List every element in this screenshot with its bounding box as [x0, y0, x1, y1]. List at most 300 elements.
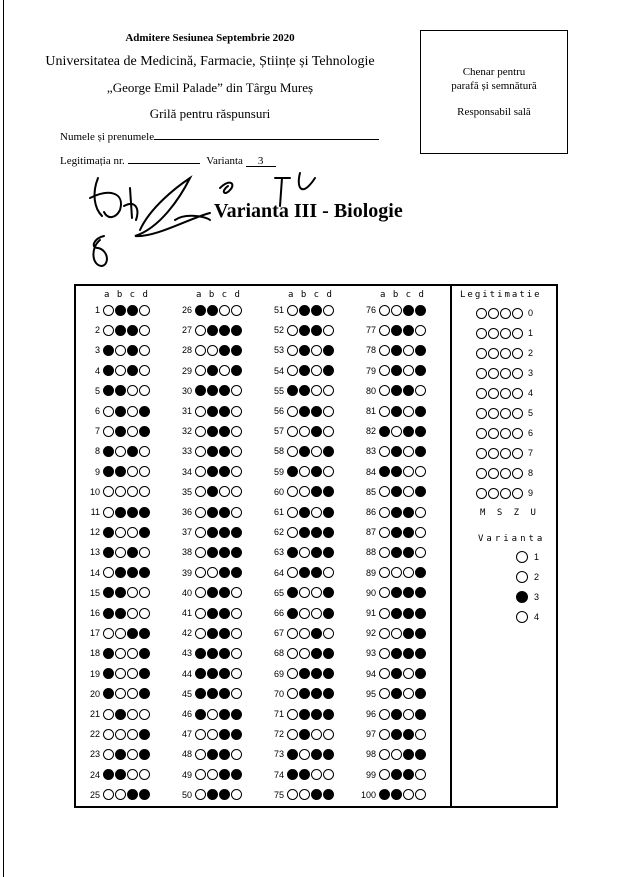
- answer-bubble-d[interactable]: [323, 628, 334, 639]
- answer-bubble-d[interactable]: [415, 426, 426, 437]
- legitimatie-bubble[interactable]: [476, 388, 487, 399]
- legitimatie-bubble[interactable]: [500, 328, 511, 339]
- answer-bubble-b[interactable]: [391, 365, 402, 376]
- legitimatie-bubble[interactable]: [488, 308, 499, 319]
- answer-bubble-c[interactable]: [311, 486, 322, 497]
- answer-bubble-d[interactable]: [139, 729, 150, 740]
- answer-bubble-a[interactable]: [287, 345, 298, 356]
- answer-bubble-a[interactable]: [379, 567, 390, 578]
- answer-bubble-c[interactable]: [127, 385, 138, 396]
- answer-bubble-a[interactable]: [379, 729, 390, 740]
- answer-bubble-b[interactable]: [115, 749, 126, 760]
- answer-bubble-b[interactable]: [299, 406, 310, 417]
- answer-bubble-b[interactable]: [115, 305, 126, 316]
- answer-bubble-c[interactable]: [311, 608, 322, 619]
- answer-bubble-a[interactable]: [379, 426, 390, 437]
- answer-bubble-d[interactable]: [139, 527, 150, 538]
- answer-bubble-a[interactable]: [287, 668, 298, 679]
- legitimatie-bubble[interactable]: [512, 348, 523, 359]
- answer-bubble-c[interactable]: [219, 345, 230, 356]
- answer-bubble-b[interactable]: [299, 729, 310, 740]
- answer-bubble-d[interactable]: [323, 365, 334, 376]
- answer-bubble-c[interactable]: [127, 628, 138, 639]
- answer-bubble-c[interactable]: [311, 729, 322, 740]
- answer-bubble-a[interactable]: [195, 446, 206, 457]
- answer-bubble-d[interactable]: [231, 406, 242, 417]
- answer-bubble-b[interactable]: [391, 345, 402, 356]
- answer-bubble-a[interactable]: [103, 668, 114, 679]
- answer-bubble-b[interactable]: [391, 749, 402, 760]
- legitimatie-bubble[interactable]: [512, 448, 523, 459]
- answer-bubble-b[interactable]: [391, 466, 402, 477]
- answer-bubble-a[interactable]: [287, 628, 298, 639]
- answer-bubble-d[interactable]: [323, 688, 334, 699]
- legitimatie-bubble[interactable]: [500, 308, 511, 319]
- answer-bubble-b[interactable]: [207, 789, 218, 800]
- answer-bubble-c[interactable]: [311, 466, 322, 477]
- answer-bubble-a[interactable]: [103, 769, 114, 780]
- answer-bubble-a[interactable]: [287, 709, 298, 720]
- answer-bubble-a[interactable]: [287, 547, 298, 558]
- answer-bubble-d[interactable]: [323, 325, 334, 336]
- answer-bubble-d[interactable]: [323, 486, 334, 497]
- answer-bubble-a[interactable]: [103, 406, 114, 417]
- answer-bubble-d[interactable]: [139, 406, 150, 417]
- answer-bubble-b[interactable]: [299, 709, 310, 720]
- answer-bubble-c[interactable]: [403, 668, 414, 679]
- answer-bubble-b[interactable]: [391, 688, 402, 699]
- answer-bubble-c[interactable]: [311, 507, 322, 518]
- answer-bubble-a[interactable]: [103, 527, 114, 538]
- answer-bubble-d[interactable]: [415, 486, 426, 497]
- answer-bubble-a[interactable]: [195, 486, 206, 497]
- answer-bubble-c[interactable]: [127, 749, 138, 760]
- answer-bubble-a[interactable]: [287, 365, 298, 376]
- answer-bubble-d[interactable]: [139, 365, 150, 376]
- answer-bubble-b[interactable]: [391, 426, 402, 437]
- answer-bubble-d[interactable]: [231, 688, 242, 699]
- legitimatie-bubble[interactable]: [476, 408, 487, 419]
- answer-bubble-c[interactable]: [127, 608, 138, 619]
- answer-bubble-a[interactable]: [379, 305, 390, 316]
- answer-bubble-b[interactable]: [207, 305, 218, 316]
- answer-bubble-b[interactable]: [115, 608, 126, 619]
- answer-bubble-d[interactable]: [139, 587, 150, 598]
- answer-bubble-d[interactable]: [323, 729, 334, 740]
- answer-bubble-d[interactable]: [415, 628, 426, 639]
- answer-bubble-c[interactable]: [219, 527, 230, 538]
- answer-bubble-c[interactable]: [403, 305, 414, 316]
- answer-bubble-b[interactable]: [391, 385, 402, 396]
- answer-bubble-b[interactable]: [115, 486, 126, 497]
- answer-bubble-b[interactable]: [115, 406, 126, 417]
- answer-bubble-b[interactable]: [299, 628, 310, 639]
- answer-bubble-b[interactable]: [391, 789, 402, 800]
- answer-bubble-d[interactable]: [231, 486, 242, 497]
- legitimatie-bubble[interactable]: [500, 448, 511, 459]
- answer-bubble-a[interactable]: [195, 527, 206, 538]
- answer-bubble-d[interactable]: [323, 668, 334, 679]
- answer-bubble-b[interactable]: [207, 668, 218, 679]
- answer-bubble-b[interactable]: [299, 345, 310, 356]
- answer-bubble-c[interactable]: [311, 688, 322, 699]
- answer-bubble-c[interactable]: [311, 769, 322, 780]
- legitimatie-bubble[interactable]: [476, 428, 487, 439]
- answer-bubble-a[interactable]: [103, 466, 114, 477]
- answer-bubble-a[interactable]: [287, 406, 298, 417]
- answer-bubble-a[interactable]: [379, 789, 390, 800]
- answer-bubble-c[interactable]: [219, 648, 230, 659]
- answer-bubble-b[interactable]: [115, 628, 126, 639]
- legitimatie-bubble[interactable]: [500, 348, 511, 359]
- answer-bubble-d[interactable]: [139, 345, 150, 356]
- answer-bubble-c[interactable]: [311, 587, 322, 598]
- answer-bubble-d[interactable]: [231, 527, 242, 538]
- answer-bubble-c[interactable]: [311, 749, 322, 760]
- answer-bubble-b[interactable]: [299, 365, 310, 376]
- answer-bubble-c[interactable]: [127, 426, 138, 437]
- answer-bubble-b[interactable]: [391, 567, 402, 578]
- answer-bubble-d[interactable]: [323, 608, 334, 619]
- answer-bubble-b[interactable]: [115, 527, 126, 538]
- answer-bubble-a[interactable]: [379, 628, 390, 639]
- answer-bubble-d[interactable]: [231, 385, 242, 396]
- answer-bubble-d[interactable]: [231, 365, 242, 376]
- answer-bubble-a[interactable]: [379, 466, 390, 477]
- answer-bubble-d[interactable]: [231, 446, 242, 457]
- answer-bubble-d[interactable]: [231, 305, 242, 316]
- answer-bubble-b[interactable]: [115, 688, 126, 699]
- answer-bubble-b[interactable]: [391, 305, 402, 316]
- answer-bubble-d[interactable]: [139, 325, 150, 336]
- answer-bubble-a[interactable]: [287, 426, 298, 437]
- answer-bubble-c[interactable]: [127, 668, 138, 679]
- answer-bubble-d[interactable]: [415, 769, 426, 780]
- answer-bubble-d[interactable]: [139, 385, 150, 396]
- answer-bubble-a[interactable]: [103, 688, 114, 699]
- answer-bubble-a[interactable]: [195, 426, 206, 437]
- answer-bubble-a[interactable]: [195, 365, 206, 376]
- answer-bubble-c[interactable]: [127, 527, 138, 538]
- answer-bubble-d[interactable]: [415, 446, 426, 457]
- answer-bubble-c[interactable]: [127, 769, 138, 780]
- answer-bubble-c[interactable]: [219, 406, 230, 417]
- answer-bubble-d[interactable]: [323, 648, 334, 659]
- answer-bubble-c[interactable]: [219, 668, 230, 679]
- answer-bubble-b[interactable]: [391, 729, 402, 740]
- answer-bubble-d[interactable]: [323, 305, 334, 316]
- legitimatie-bubble[interactable]: [476, 468, 487, 479]
- answer-bubble-b[interactable]: [299, 527, 310, 538]
- answer-bubble-c[interactable]: [127, 406, 138, 417]
- answer-bubble-c[interactable]: [219, 305, 230, 316]
- answer-bubble-c[interactable]: [403, 365, 414, 376]
- answer-bubble-b[interactable]: [207, 567, 218, 578]
- answer-bubble-d[interactable]: [323, 507, 334, 518]
- answer-bubble-a[interactable]: [379, 668, 390, 679]
- answer-bubble-b[interactable]: [299, 648, 310, 659]
- answer-bubble-d[interactable]: [415, 608, 426, 619]
- answer-bubble-a[interactable]: [287, 507, 298, 518]
- legitimatie-bubble[interactable]: [488, 328, 499, 339]
- answer-bubble-b[interactable]: [115, 507, 126, 518]
- answer-bubble-c[interactable]: [403, 567, 414, 578]
- answer-bubble-a[interactable]: [103, 587, 114, 598]
- answer-bubble-b[interactable]: [299, 749, 310, 760]
- answer-bubble-c[interactable]: [219, 749, 230, 760]
- answer-bubble-c[interactable]: [311, 345, 322, 356]
- answer-bubble-c[interactable]: [403, 688, 414, 699]
- legitimatie-bubble[interactable]: [476, 448, 487, 459]
- legitimatie-bubble[interactable]: [500, 488, 511, 499]
- answer-bubble-b[interactable]: [299, 769, 310, 780]
- answer-bubble-d[interactable]: [139, 709, 150, 720]
- answer-bubble-c[interactable]: [311, 406, 322, 417]
- answer-bubble-c[interactable]: [127, 547, 138, 558]
- answer-bubble-c[interactable]: [127, 507, 138, 518]
- answer-bubble-c[interactable]: [127, 729, 138, 740]
- answer-bubble-a[interactable]: [103, 365, 114, 376]
- legitimatie-bubble[interactable]: [500, 408, 511, 419]
- answer-bubble-a[interactable]: [287, 325, 298, 336]
- legitimatie-bubble[interactable]: [488, 368, 499, 379]
- answer-bubble-b[interactable]: [391, 628, 402, 639]
- answer-bubble-b[interactable]: [207, 709, 218, 720]
- answer-bubble-b[interactable]: [391, 709, 402, 720]
- legitimatie-bubble[interactable]: [488, 488, 499, 499]
- answer-bubble-c[interactable]: [403, 749, 414, 760]
- answer-bubble-d[interactable]: [231, 567, 242, 578]
- answer-bubble-b[interactable]: [207, 749, 218, 760]
- answer-bubble-a[interactable]: [195, 325, 206, 336]
- answer-bubble-b[interactable]: [207, 406, 218, 417]
- answer-bubble-b[interactable]: [299, 426, 310, 437]
- answer-bubble-c[interactable]: [219, 567, 230, 578]
- legitimatie-bubble[interactable]: [512, 368, 523, 379]
- answer-bubble-a[interactable]: [195, 648, 206, 659]
- answer-bubble-a[interactable]: [379, 769, 390, 780]
- answer-bubble-a[interactable]: [379, 385, 390, 396]
- answer-bubble-d[interactable]: [415, 789, 426, 800]
- answer-bubble-b[interactable]: [207, 446, 218, 457]
- answer-bubble-a[interactable]: [287, 305, 298, 316]
- answer-bubble-d[interactable]: [323, 709, 334, 720]
- answer-bubble-a[interactable]: [195, 688, 206, 699]
- answer-bubble-d[interactable]: [323, 789, 334, 800]
- answer-bubble-d[interactable]: [231, 466, 242, 477]
- answer-bubble-b[interactable]: [115, 729, 126, 740]
- answer-bubble-b[interactable]: [299, 466, 310, 477]
- legitimatie-bubble[interactable]: [488, 408, 499, 419]
- legitimatie-bubble[interactable]: [476, 308, 487, 319]
- answer-bubble-a[interactable]: [195, 668, 206, 679]
- answer-bubble-c[interactable]: [311, 648, 322, 659]
- answer-bubble-c[interactable]: [403, 446, 414, 457]
- answer-bubble-d[interactable]: [415, 365, 426, 376]
- answer-bubble-d[interactable]: [323, 769, 334, 780]
- answer-bubble-b[interactable]: [207, 769, 218, 780]
- answer-bubble-b[interactable]: [207, 628, 218, 639]
- answer-bubble-a[interactable]: [287, 567, 298, 578]
- answer-bubble-d[interactable]: [323, 527, 334, 538]
- answer-bubble-c[interactable]: [403, 426, 414, 437]
- answer-bubble-a[interactable]: [103, 547, 114, 558]
- answer-bubble-d[interactable]: [323, 466, 334, 477]
- answer-bubble-d[interactable]: [415, 567, 426, 578]
- answer-bubble-d[interactable]: [415, 709, 426, 720]
- answer-bubble-d[interactable]: [231, 769, 242, 780]
- answer-bubble-d[interactable]: [415, 507, 426, 518]
- answer-bubble-a[interactable]: [103, 567, 114, 578]
- answer-bubble-b[interactable]: [299, 547, 310, 558]
- answer-bubble-b[interactable]: [299, 507, 310, 518]
- answer-bubble-b[interactable]: [115, 446, 126, 457]
- answer-bubble-c[interactable]: [403, 325, 414, 336]
- answer-bubble-c[interactable]: [127, 486, 138, 497]
- answer-bubble-c[interactable]: [127, 365, 138, 376]
- legitimatie-bubble[interactable]: [512, 468, 523, 479]
- legitimatie-bubble[interactable]: [512, 308, 523, 319]
- answer-bubble-c[interactable]: [311, 325, 322, 336]
- answer-bubble-a[interactable]: [287, 789, 298, 800]
- legitimatie-bubble[interactable]: [500, 388, 511, 399]
- answer-bubble-a[interactable]: [195, 406, 206, 417]
- answer-bubble-d[interactable]: [231, 547, 242, 558]
- answer-bubble-c[interactable]: [403, 345, 414, 356]
- answer-bubble-c[interactable]: [403, 729, 414, 740]
- answer-bubble-d[interactable]: [415, 587, 426, 598]
- answer-bubble-c[interactable]: [219, 709, 230, 720]
- answer-bubble-b[interactable]: [207, 608, 218, 619]
- answer-bubble-c[interactable]: [403, 406, 414, 417]
- variant-field[interactable]: 3: [246, 155, 276, 167]
- answer-bubble-b[interactable]: [207, 547, 218, 558]
- answer-bubble-b[interactable]: [115, 385, 126, 396]
- answer-bubble-b[interactable]: [207, 466, 218, 477]
- legitimatie-bubble[interactable]: [488, 468, 499, 479]
- answer-bubble-d[interactable]: [139, 628, 150, 639]
- answer-bubble-b[interactable]: [299, 446, 310, 457]
- answer-bubble-a[interactable]: [103, 446, 114, 457]
- answer-bubble-b[interactable]: [207, 507, 218, 518]
- answer-bubble-b[interactable]: [207, 587, 218, 598]
- answer-bubble-d[interactable]: [323, 345, 334, 356]
- answer-bubble-d[interactable]: [139, 688, 150, 699]
- answer-bubble-d[interactable]: [415, 729, 426, 740]
- answer-bubble-a[interactable]: [379, 587, 390, 598]
- answer-bubble-d[interactable]: [139, 668, 150, 679]
- answer-bubble-a[interactable]: [195, 567, 206, 578]
- answer-bubble-c[interactable]: [219, 426, 230, 437]
- answer-bubble-c[interactable]: [311, 426, 322, 437]
- legitimatie-bubble[interactable]: [512, 388, 523, 399]
- answer-bubble-b[interactable]: [391, 507, 402, 518]
- answer-bubble-c[interactable]: [219, 608, 230, 619]
- answer-bubble-c[interactable]: [219, 587, 230, 598]
- answer-bubble-a[interactable]: [195, 385, 206, 396]
- answer-bubble-b[interactable]: [115, 668, 126, 679]
- answer-bubble-c[interactable]: [403, 486, 414, 497]
- answer-bubble-b[interactable]: [299, 587, 310, 598]
- id-field[interactable]: [128, 152, 200, 164]
- answer-bubble-a[interactable]: [379, 446, 390, 457]
- answer-bubble-a[interactable]: [379, 486, 390, 497]
- legitimatie-bubble[interactable]: [488, 388, 499, 399]
- answer-bubble-c[interactable]: [403, 789, 414, 800]
- varianta-bubble[interactable]: [516, 571, 528, 583]
- answer-bubble-b[interactable]: [115, 325, 126, 336]
- answer-bubble-a[interactable]: [287, 527, 298, 538]
- answer-bubble-a[interactable]: [379, 608, 390, 619]
- answer-bubble-d[interactable]: [231, 608, 242, 619]
- answer-bubble-d[interactable]: [415, 385, 426, 396]
- answer-bubble-c[interactable]: [403, 547, 414, 558]
- answer-bubble-d[interactable]: [231, 668, 242, 679]
- answer-bubble-c[interactable]: [311, 385, 322, 396]
- answer-bubble-c[interactable]: [219, 325, 230, 336]
- answer-bubble-a[interactable]: [103, 426, 114, 437]
- answer-bubble-c[interactable]: [403, 709, 414, 720]
- answer-bubble-b[interactable]: [115, 769, 126, 780]
- answer-bubble-b[interactable]: [391, 668, 402, 679]
- answer-bubble-a[interactable]: [195, 547, 206, 558]
- answer-bubble-d[interactable]: [231, 587, 242, 598]
- answer-bubble-d[interactable]: [139, 466, 150, 477]
- answer-bubble-b[interactable]: [391, 486, 402, 497]
- answer-bubble-b[interactable]: [391, 648, 402, 659]
- answer-bubble-a[interactable]: [195, 789, 206, 800]
- answer-bubble-a[interactable]: [287, 385, 298, 396]
- answer-bubble-c[interactable]: [219, 769, 230, 780]
- answer-bubble-b[interactable]: [207, 729, 218, 740]
- answer-bubble-a[interactable]: [287, 729, 298, 740]
- answer-bubble-d[interactable]: [139, 547, 150, 558]
- answer-bubble-c[interactable]: [219, 385, 230, 396]
- answer-bubble-d[interactable]: [323, 749, 334, 760]
- answer-bubble-b[interactable]: [115, 365, 126, 376]
- legitimatie-bubble[interactable]: [488, 348, 499, 359]
- answer-bubble-b[interactable]: [299, 325, 310, 336]
- answer-bubble-d[interactable]: [415, 648, 426, 659]
- answer-bubble-b[interactable]: [207, 688, 218, 699]
- answer-bubble-c[interactable]: [311, 547, 322, 558]
- answer-bubble-d[interactable]: [231, 345, 242, 356]
- legitimatie-bubble[interactable]: [488, 428, 499, 439]
- name-field[interactable]: [154, 128, 379, 140]
- answer-bubble-a[interactable]: [379, 507, 390, 518]
- answer-bubble-a[interactable]: [287, 486, 298, 497]
- answer-bubble-b[interactable]: [115, 426, 126, 437]
- answer-bubble-a[interactable]: [103, 729, 114, 740]
- answer-bubble-a[interactable]: [103, 486, 114, 497]
- answer-bubble-b[interactable]: [207, 648, 218, 659]
- answer-bubble-a[interactable]: [287, 587, 298, 598]
- answer-bubble-d[interactable]: [231, 648, 242, 659]
- answer-bubble-b[interactable]: [207, 527, 218, 538]
- answer-bubble-a[interactable]: [379, 325, 390, 336]
- answer-bubble-a[interactable]: [195, 507, 206, 518]
- answer-bubble-d[interactable]: [231, 426, 242, 437]
- answer-bubble-c[interactable]: [127, 567, 138, 578]
- answer-bubble-c[interactable]: [403, 527, 414, 538]
- answer-bubble-b[interactable]: [391, 325, 402, 336]
- answer-bubble-a[interactable]: [103, 305, 114, 316]
- answer-bubble-a[interactable]: [103, 345, 114, 356]
- answer-bubble-c[interactable]: [403, 628, 414, 639]
- answer-bubble-c[interactable]: [127, 789, 138, 800]
- answer-bubble-d[interactable]: [231, 729, 242, 740]
- answer-bubble-a[interactable]: [103, 385, 114, 396]
